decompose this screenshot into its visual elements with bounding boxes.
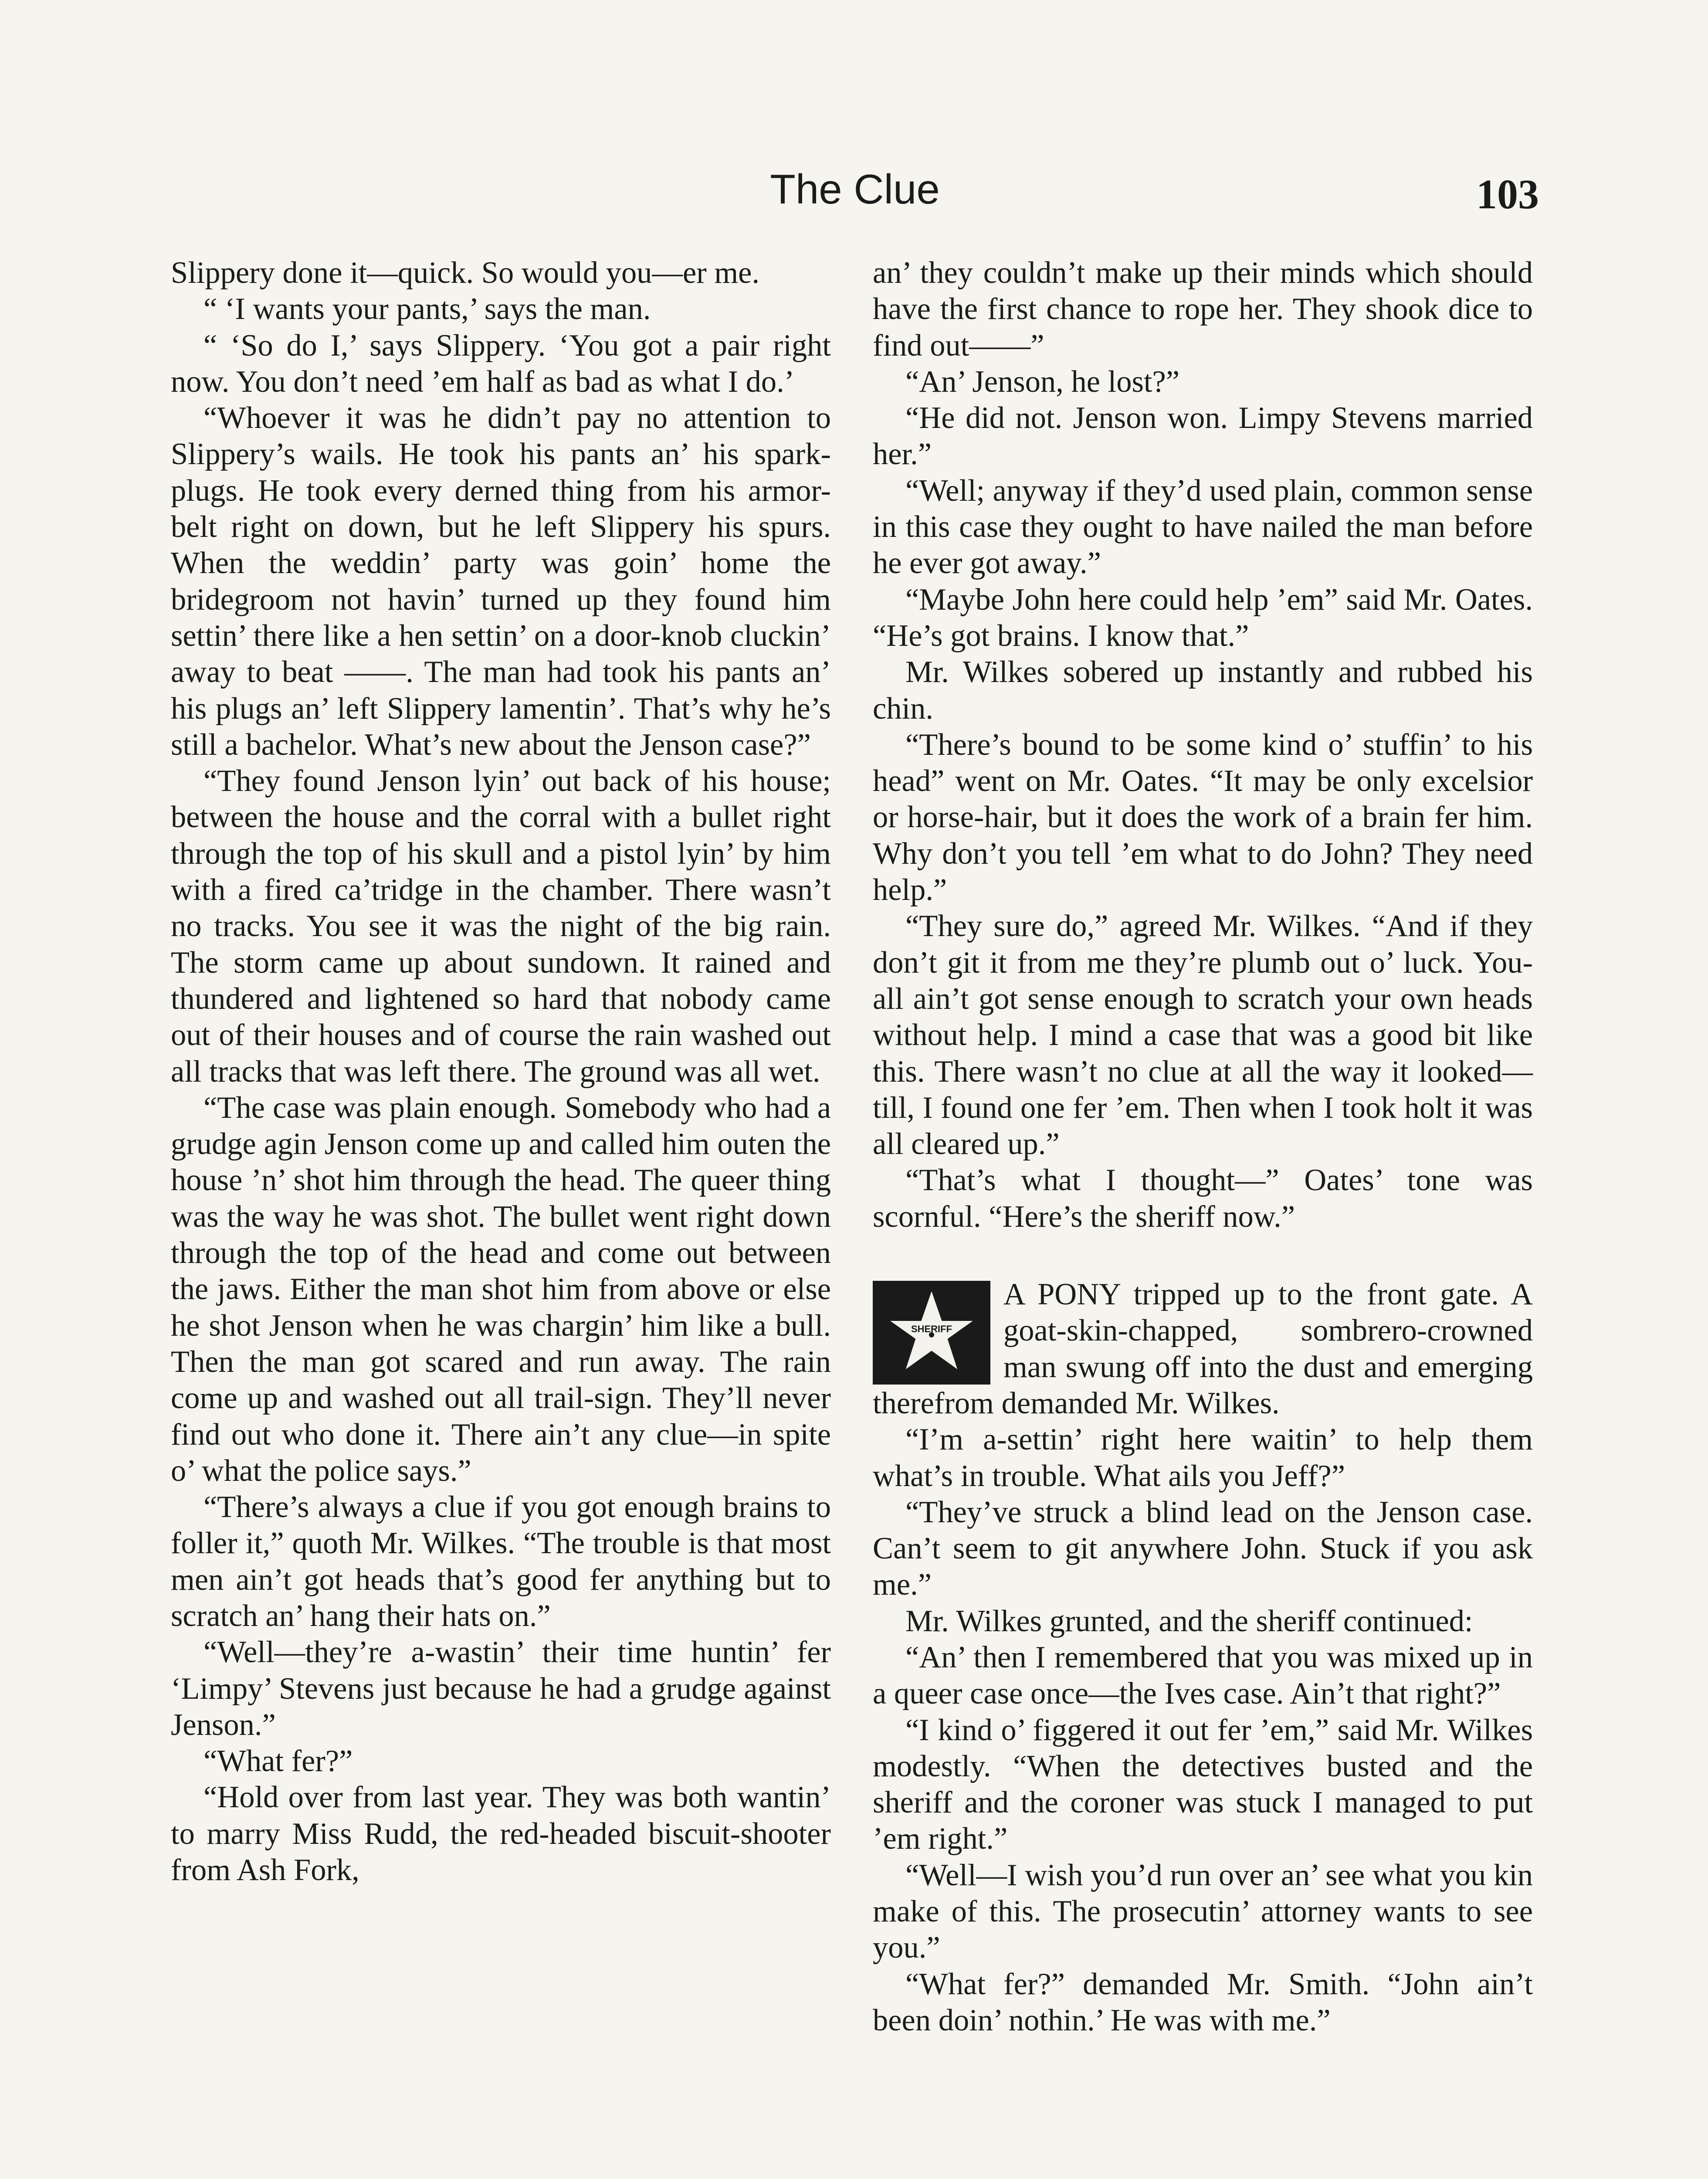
paragraph: Mr. Wilkes grunted, and the sheriff continued: <box>905 1604 1473 1638</box>
paragraph: “Well; anyway if they’d used plain, common sense in this case they ought to have nailed the man before he ever got away.” <box>873 473 1533 580</box>
paragraph-text: A PONY tripped up to the front gate. A goat-skin-chapped, sombrero-crowned man swung off into the dust and emerging therefrom demanded Mr. Wilkes. <box>873 1277 1533 1420</box>
paragraph: “He did not. Jenson won. Limpy Stevens married her.” <box>873 401 1533 472</box>
sheriff-badge-graphic <box>873 1281 990 1385</box>
section-break <box>873 1235 1533 1276</box>
paragraph: “Whoever it was he didn’t pay no attention to Slippery’s wails. He took his pants an’ his spark-plugs. He took every derned thing from his armor-belt right on down, but he left Slippery his spurs. When the weddin’ party was goin’ home the bridegroom not havin’ turned up they found him settin’ there like a hen settin’ on a door-knob cluckin’ away to beat ——. The man had took his pants an’ his plugs an’ left Slippery lamentin’. That’s why he’s still a bachelor. What’s new about the Jenson case?” <box>171 401 831 762</box>
section-opening-paragraph <box>873 1276 1533 1422</box>
paragraph: “They found Jenson lyin’ out back of his house; between the house and the corral with a bullet right through the top of his skull and a pistol lyin’ by him with a fired ca’tridge in the chamber. There wasn’t no tracks. You see it was the night of the big rain. The storm came up about sundown. It rained and thundered and lightened so hard that nobody came out of their houses and of course the rain washed out all tracks that was left there. The ground was all wet. <box>171 764 831 1089</box>
paragraph: “That’s what I thought—” Oates’ tone was scornful. “Here’s the sheriff now.” <box>873 1163 1533 1234</box>
paragraph: Slippery done it—quick. So would you—er me. <box>171 256 760 290</box>
paragraph: “Hold over from last year. They was both wantin’ to marry Miss Rudd, the red-headed biscuit-shooter from Ash Fork, <box>171 1780 831 1887</box>
left-column <box>171 255 831 1888</box>
sheriff-star-icon <box>873 1281 990 1385</box>
paragraph: an’ they couldn’t make up their minds which should have the first chance to rope her. They shook dice to find out——” <box>873 256 1533 363</box>
paragraph: “ ‘I wants your pants,’ says the man. <box>203 292 651 326</box>
running-title: The Clue <box>770 166 940 213</box>
paragraph: “An’ then I remembered that you was mixed up in a queer case once—the Ives case. Ain’t that right?” <box>873 1640 1533 1711</box>
svg-text:SHERIFF: SHERIFF <box>911 1324 952 1335</box>
paragraph: “There’s bound to be some kind o’ stuffin’ to his head” went on Mr. Oates. “It may be only excelsior or horse-hair, but it does the work of a brain fer him. Why don’t you tell ’em what to do John? They need help.” <box>873 727 1533 907</box>
paragraph: “What fer?” demanded Mr. Smith. “John ain’t been doin’ nothin.’ He was with me.” <box>873 1967 1533 2037</box>
right-column <box>873 255 1533 2039</box>
paragraph: “Maybe John here could help ’em” said Mr. Oates. “He’s got brains. I know that.” <box>873 582 1533 653</box>
paragraph: “I kind o’ figgered it out fer ’em,” said Mr. Wilkes modestly. “When the detectives busted and the sheriff and the coroner was stuck I managed to put ’em right.” <box>873 1713 1533 1856</box>
paragraph: Mr. Wilkes sobered up instantly and rubbed his chin. <box>873 655 1533 726</box>
paragraph: “They sure do,” agreed Mr. Wilkes. “And if they don’t git it from me they’re plumb out o’ luck. You-all ain’t got sense enough to scratch your own heads without help. I mind a case that was a good bit like this. There wasn’t no clue at all the way it looked—till, I found one fer ’em. Then when I took holt it was all cleared up.” <box>873 909 1533 1161</box>
paragraph: “They’ve struck a blind lead on the Jenson case. Can’t seem to git anywhere John. Stuck if you ask me.” <box>873 1495 1533 1602</box>
page-header <box>171 157 1539 222</box>
paragraph: “I’m a-settin’ right here waitin’ to help them what’s in trouble. What ails you Jeff?” <box>873 1422 1533 1493</box>
paragraph: “The case was plain enough. Somebody who had a grudge agin Jenson come up and called him outen the house ’n’ shot him through the head. The queer thing was the way he was shot. The bullet went right down through the top of the head and come out between the jaws. Either the man shot him from above or else he shot Jenson when he was chargin’ him like a bull. Then the man got scared and run away. The rain come up and washed out all trail-sign. They’ll never find out who done it. There ain’t any clue—in spite o’ what the police says.” <box>171 1090 831 1488</box>
paragraph: “ ‘So do I,’ says Slippery. ‘You got a pair right now. You don’t need ’em half as bad as what I do.’ <box>171 328 831 399</box>
paragraph: “Well—I wish you’d run over an’ see what you kin make of this. The prosecutin’ attorney wants to see you.” <box>873 1858 1533 1965</box>
page-number: 103 <box>1476 171 1539 217</box>
paragraph: “There’s always a clue if you got enough brains to foller it,” quoth Mr. Wilkes. “The trouble is that most men ain’t got heads that’s good fer anything but to scratch an’ hang their hats on.” <box>171 1490 831 1633</box>
paragraph: “An’ Jenson, he lost?” <box>905 364 1180 399</box>
paragraph: “What fer?” <box>203 1744 353 1778</box>
paragraph: “Well—they’re a-wastin’ their time huntin’ fer ‘Limpy’ Stevens just because he had a grudge against Jenson.” <box>171 1635 831 1742</box>
